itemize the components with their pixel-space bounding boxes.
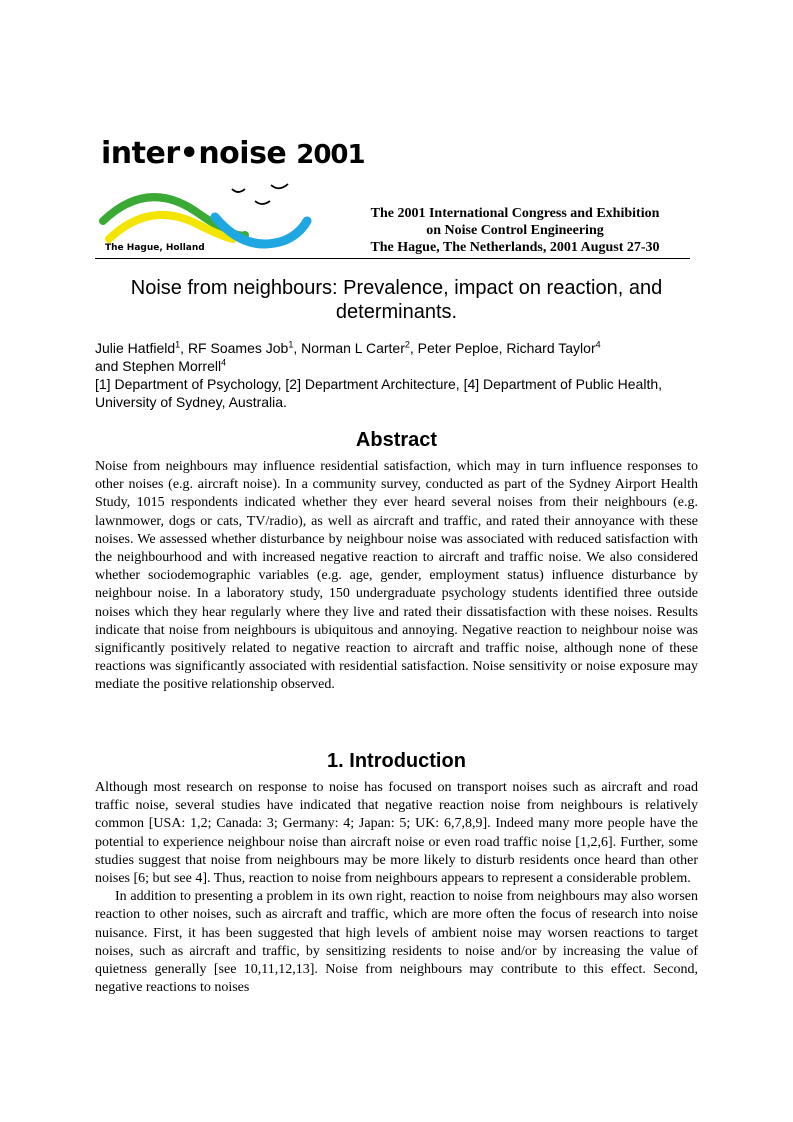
affiliations: [1] Department of Psychology, [2] Department Architecture, [4] Department of Public Health, University of Sydney, Australia. bbox=[95, 376, 663, 410]
conference-logo bbox=[95, 135, 365, 260]
conference-line: The Hague, The Netherlands, 2001 August 27-30 bbox=[370, 240, 660, 255]
introduction-heading: 1. Introduction bbox=[327, 750, 466, 772]
author-affiliation-mark: 1 bbox=[288, 339, 294, 350]
author-affiliation-mark: 2 bbox=[404, 339, 410, 350]
conference-info bbox=[340, 205, 690, 256]
author-name: , Peter Peploe, Richard Taylor bbox=[409, 340, 596, 356]
author-name: and Stephen Morrell bbox=[95, 358, 222, 374]
logo-caption: The Hague, Holland bbox=[105, 243, 205, 253]
conference-line: on Noise Control Engineering bbox=[426, 223, 604, 238]
logo-wordmark: inter•noise 2001 bbox=[101, 136, 365, 171]
author-affiliation-mark: 1 bbox=[175, 339, 181, 350]
header-divider bbox=[95, 258, 690, 259]
paragraph: Although most research on response to noise has focused on transport noises such as aircraft and road traffic noise, several studies have indicated that negative reaction noise from neighbours is relatively common [USA: 1,2; Canada: 3; Germany: 4; Japan: 5; UK: 6,7,8,9]. Indeed many more people have the potential to experience neighbour noise than aircraft noise or even road traffic noise [1,2,6]. Further, some studies suggest that noise from neighbours may be more likely to disturb residents once heard than other noises [6; but see 4]. Thus, reaction to noise from neighbours appears to represent a considerable problem. bbox=[95, 780, 698, 887]
abstract-text: Noise from neighbours may influence residential satisfaction, which may in turn influence responses to other noises (e.g. aircraft noise). In a community survey, conducted as part of the Sydney Airport Health Study, 1015 respondents indicated whether they ever heard several noises from their neighbours (e.g. lawnmower, dogs or cats, TV/radio), as well as aircraft and traffic, and rated their annoyance with these noises. We assessed whether disturbance by neighbour noise was associated with reduced satisfaction with the neighbourhood and with increased negative reaction to aircraft and traffic noise. We also considered whether sociodemographic variables (e.g. age, gender, employment status) influence disturbance by neighbour noise. In a laboratory study, 150 undergraduate psychology students identified three outside noises which they hear regularly where they live and rated their dissatisfaction with these noises. Results indicate that noise from neighbours is ubiquitous and annoying. Negative reaction to neighbour noise was significantly positively related to negative reaction to aircraft and traffic noise, although none of these reactions was significantly associated with residential satisfaction. Noise sensitivity or noise exposure may mediate the positive relationship observed. bbox=[95, 459, 698, 693]
author-name: Julie Hatfield bbox=[95, 340, 176, 356]
conference-line: The 2001 International Congress and Exhibition bbox=[370, 206, 660, 221]
author-name: , Norman L Carter bbox=[293, 340, 405, 356]
paper-title: Noise from neighbours: Prevalence, impact on reaction, and determinants. bbox=[130, 277, 663, 323]
author-affiliation-mark: 4 bbox=[221, 357, 227, 368]
introduction-body bbox=[95, 779, 698, 997]
abstract-heading: Abstract bbox=[355, 429, 438, 451]
paragraph: In addition to presenting a problem in its own right, reaction to noise from neighbours may also worsen reaction to other noises, such as aircraft and traffic, which are more often the focus of research into noise nuisance. First, it has been suggested that high levels of ambient noise may worsen reactions to target noises, such as aircraft and traffic, by sensitizing residents to noise and/or by increasing the value of quietness generally [see 10,11,12,13]. Noise from neighbours may contribute to this effect. Second, negative reactions to noises bbox=[95, 889, 698, 996]
author-affiliation-mark: 4 bbox=[595, 339, 601, 350]
author-name: , RF Soames Job bbox=[180, 340, 289, 356]
author-block bbox=[95, 339, 705, 411]
abstract-body bbox=[95, 458, 698, 695]
